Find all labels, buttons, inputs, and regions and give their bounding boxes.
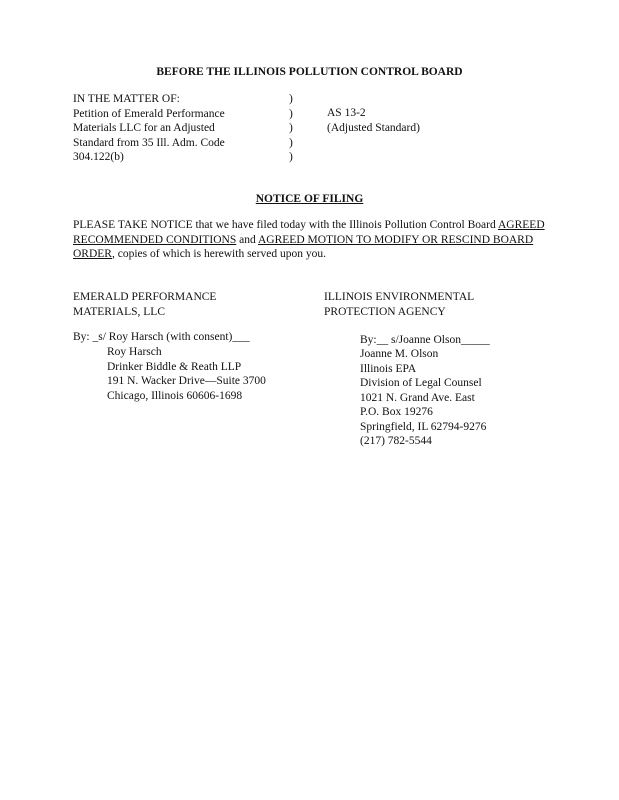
caption-line: 304.122(b) — [73, 151, 124, 163]
case-number: AS 13-2 — [327, 107, 366, 119]
notice-body — [73, 218, 553, 262]
notice-heading — [0, 192, 619, 206]
signer-line: Division of Legal Counsel — [360, 377, 482, 389]
signer-line: 1021 N. Grand Ave. East — [360, 391, 475, 404]
caption-paren: ) — [289, 107, 293, 120]
caption-case — [327, 106, 420, 135]
signer-line: Roy Harsch — [107, 346, 162, 358]
signer-line: (217) 782-5544 — [360, 435, 432, 447]
caption-parentheses — [289, 92, 293, 165]
signer-line: Joanne M. Olson — [360, 348, 439, 360]
notice-intro: PLEASE TAKE NOTICE that we have filed today with the Illinois Pollution Control Board — [73, 219, 496, 231]
document-title-1: AGREED RECOMMENDED CONDITIONS — [73, 219, 545, 246]
caption-matter — [73, 92, 225, 165]
caption-line: Petition of Emerald Performance — [73, 107, 225, 120]
notice-outro: , copies of which is herewith served upon you. — [111, 248, 326, 260]
caption-paren: ) — [289, 151, 293, 163]
notice-heading-text: NOTICE OF FILING — [255, 193, 364, 205]
signer-line: P.O. Box 19276 — [360, 406, 433, 418]
notice-and: and — [236, 233, 258, 246]
signer-block-right — [360, 347, 486, 449]
caption-paren: ) — [289, 93, 293, 105]
signer-line: Drinker Biddle & Reath LLP — [107, 360, 242, 373]
signature-line-right: By:__ s/Joanne Olson_____ — [360, 334, 490, 346]
signer-line: Chicago, Illinois 60606-1698 — [107, 389, 243, 402]
party-left-name — [73, 290, 216, 319]
signer-block-left — [107, 345, 266, 403]
caption-paren: ) — [289, 122, 293, 134]
party-name-line: EMERALD PERFORMANCE — [73, 291, 217, 303]
caption-line: Materials LLC for an Adjusted — [73, 122, 215, 134]
signer-line: Illinois EPA — [360, 362, 417, 375]
caption-paren: ) — [289, 136, 293, 149]
signer-line: 191 N. Wacker Drive—Suite 3700 — [107, 375, 266, 387]
signer-line: Springfield, IL 62794-9276 — [360, 420, 487, 433]
document-title: BEFORE THE ILLINOIS POLLUTION CONTROL BOARD — [156, 66, 463, 78]
party-name-line: PROTECTION AGENCY — [324, 305, 446, 318]
caption-line: IN THE MATTER OF: — [73, 93, 180, 105]
party-name-line: MATERIALS, LLC — [73, 305, 165, 318]
signature-line-left: By: _s/ Roy Harsch (with consent)___ — [73, 331, 250, 343]
party-right-name — [324, 290, 474, 319]
document-title-2: AGREED MOTION TO MODIFY OR RESCIND BOARD ORDER — [73, 233, 534, 260]
case-type: (Adjusted Standard) — [327, 121, 420, 134]
party-name-line: ILLINOIS ENVIRONMENTAL — [324, 291, 475, 303]
caption-line: Standard from 35 Ill. Adm. Code — [73, 136, 225, 149]
